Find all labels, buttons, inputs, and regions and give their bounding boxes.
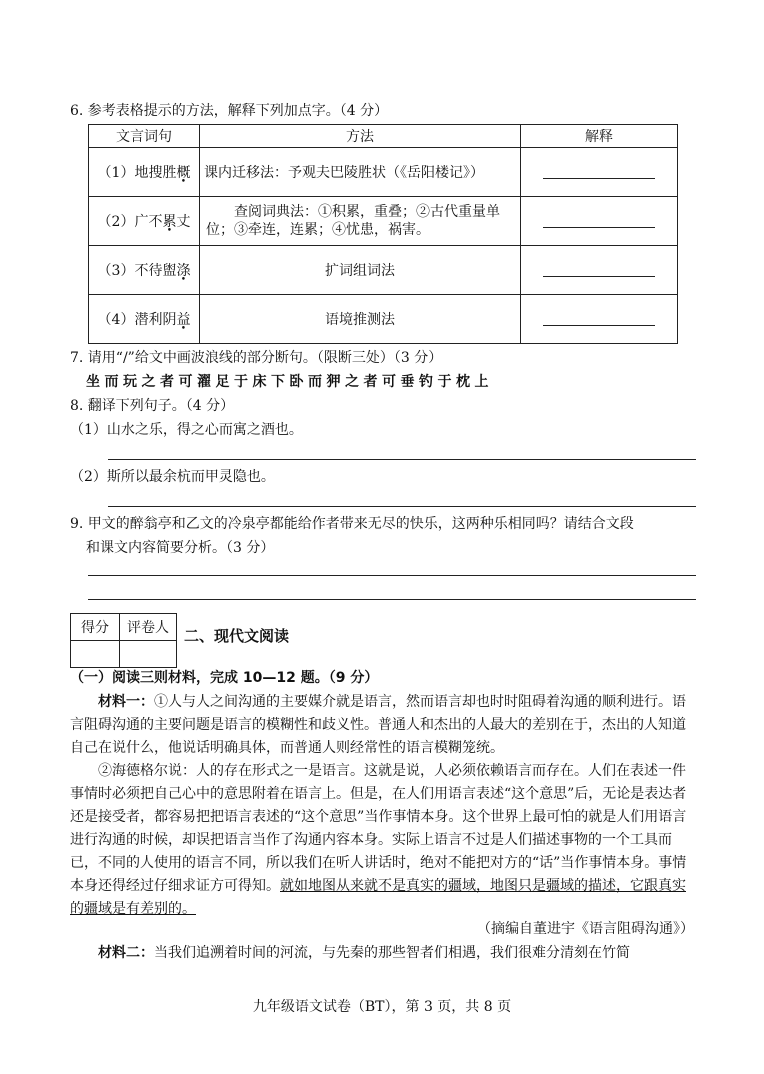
phrase-cell: （1）地搜胜概	[89, 148, 200, 197]
part-title: （一）阅读三则材料，完成 10—12 题。（9 分）	[70, 670, 379, 686]
q8-sentence-2: （2）斯所以最余杭而甲灵隐也。	[70, 469, 275, 485]
method-cell: 查阅词典法：①积累，重叠；②古代重量单位；③牵连，连累；④忧患，祸害。	[200, 197, 521, 246]
answer-line[interactable]	[108, 506, 696, 507]
q8-sentence-1: （1）山水之乐，得之心而寓之酒也。	[70, 422, 303, 438]
method-cell: 课内迁移法：予观夫巴陵胜状（《岳阳楼记》）	[200, 148, 521, 197]
method-cell: 语境推测法	[200, 295, 521, 344]
table-row	[89, 246, 678, 295]
table-row	[89, 295, 678, 344]
answer-blank[interactable]	[521, 197, 678, 246]
page-footer: 九年级语文试卷（BT），第 3 页，共 8 页	[252, 999, 512, 1015]
q9-line-1: 9. 甲文的醉翁亭和乙文的冷泉亭都能给作者带来无尽的快乐，这两种乐相同吗？请结合文段	[70, 516, 634, 532]
q8-title: 8. 翻译下列句子。（4 分）	[70, 398, 235, 414]
grader-label: 评卷人	[120, 614, 177, 641]
phrase-cell: （3）不待盥涤	[89, 246, 200, 295]
col-header-phrase: 文言词句	[89, 125, 200, 148]
answer-line[interactable]	[88, 575, 696, 576]
table-row	[89, 148, 678, 197]
answer-blank[interactable]	[521, 295, 678, 344]
answer-line[interactable]	[88, 599, 696, 600]
method-table	[88, 124, 678, 344]
material-1-label: 材料一：	[98, 694, 154, 710]
answer-blank[interactable]	[521, 246, 678, 295]
score-box	[70, 613, 177, 668]
q7-text: 坐而玩之者可濯足于床下卧而狎之者可垂钓于枕上	[86, 374, 493, 390]
grader-field[interactable]	[120, 641, 177, 668]
phrase-cell: （2）广不累丈	[89, 197, 200, 246]
method-cell: 扩词组词法	[200, 246, 521, 295]
section-title: 二、现代文阅读	[184, 627, 290, 645]
score-field[interactable]	[71, 641, 120, 668]
material-1-p2: ②海德格尔说：人的存在形式之一是语言。这就是说，人必须依赖语言而存在。人们在表述一件事情时必须把自己心中的意思附着在语言上。但是，在人们用语言表述“这个意思”后，无论是表达者还是接受者，都容易把把语言表述的“这个意思”当作事情本身。这个世界上最可怕的就是人们用语言进行沟通的时候，却误把语言当作了沟通内容本身。实际上语言不过是人们描述事物的一个工具而已，不同的人使用的语言不同，所以我们在听人讲话时，绝对不能把对方的“话”当作事情本身。事情本身还得经过仔细求证方可得知。	[70, 763, 687, 894]
material-1	[70, 691, 698, 921]
phrase-cell: （4）潜利阴益	[89, 295, 200, 344]
answer-blank[interactable]	[521, 148, 678, 197]
col-header-method: 方法	[200, 125, 521, 148]
material-1-underlined: 就如地图从来就不是真实的疆域，地图只是疆域的描述，它跟真实的疆域是有差别的。	[70, 878, 686, 917]
q6-title: 6. 参考表格提示的方法，解释下列加点字。（4 分）	[70, 103, 389, 119]
col-header-explain: 解释	[521, 125, 678, 148]
score-label: 得分	[71, 614, 120, 641]
material-2-text: 当我们追溯着时间的河流，与先秦的那些智者们相遇，我们很难分清刻在竹简	[154, 945, 630, 961]
material-2-label: 材料二：	[98, 945, 154, 961]
table-row	[89, 197, 678, 246]
q7-title: 7. 请用“/”给文中画波浪线的部分断句。（限断三处）（3 分）	[70, 350, 443, 366]
material-1-p1: ①人与人之间沟通的主要媒介就是语言，然而语言却也时时阻碍着沟通的顺利进行。语言阻碍沟通的主要问题是语言的模糊性和歧义性。普通人和杰出的人最大的差别在于，杰出的人知道自己在说什么，他说话明确具体，而普通人则经常性的语言模糊笼统。	[70, 694, 686, 756]
answer-line[interactable]	[108, 459, 696, 460]
material-1-source: （摘编自董进宇《语言阻碍沟通》）	[477, 921, 694, 937]
q9-line-2: 和课文内容简要分析。（3 分）	[86, 540, 275, 556]
material-2	[70, 942, 698, 965]
